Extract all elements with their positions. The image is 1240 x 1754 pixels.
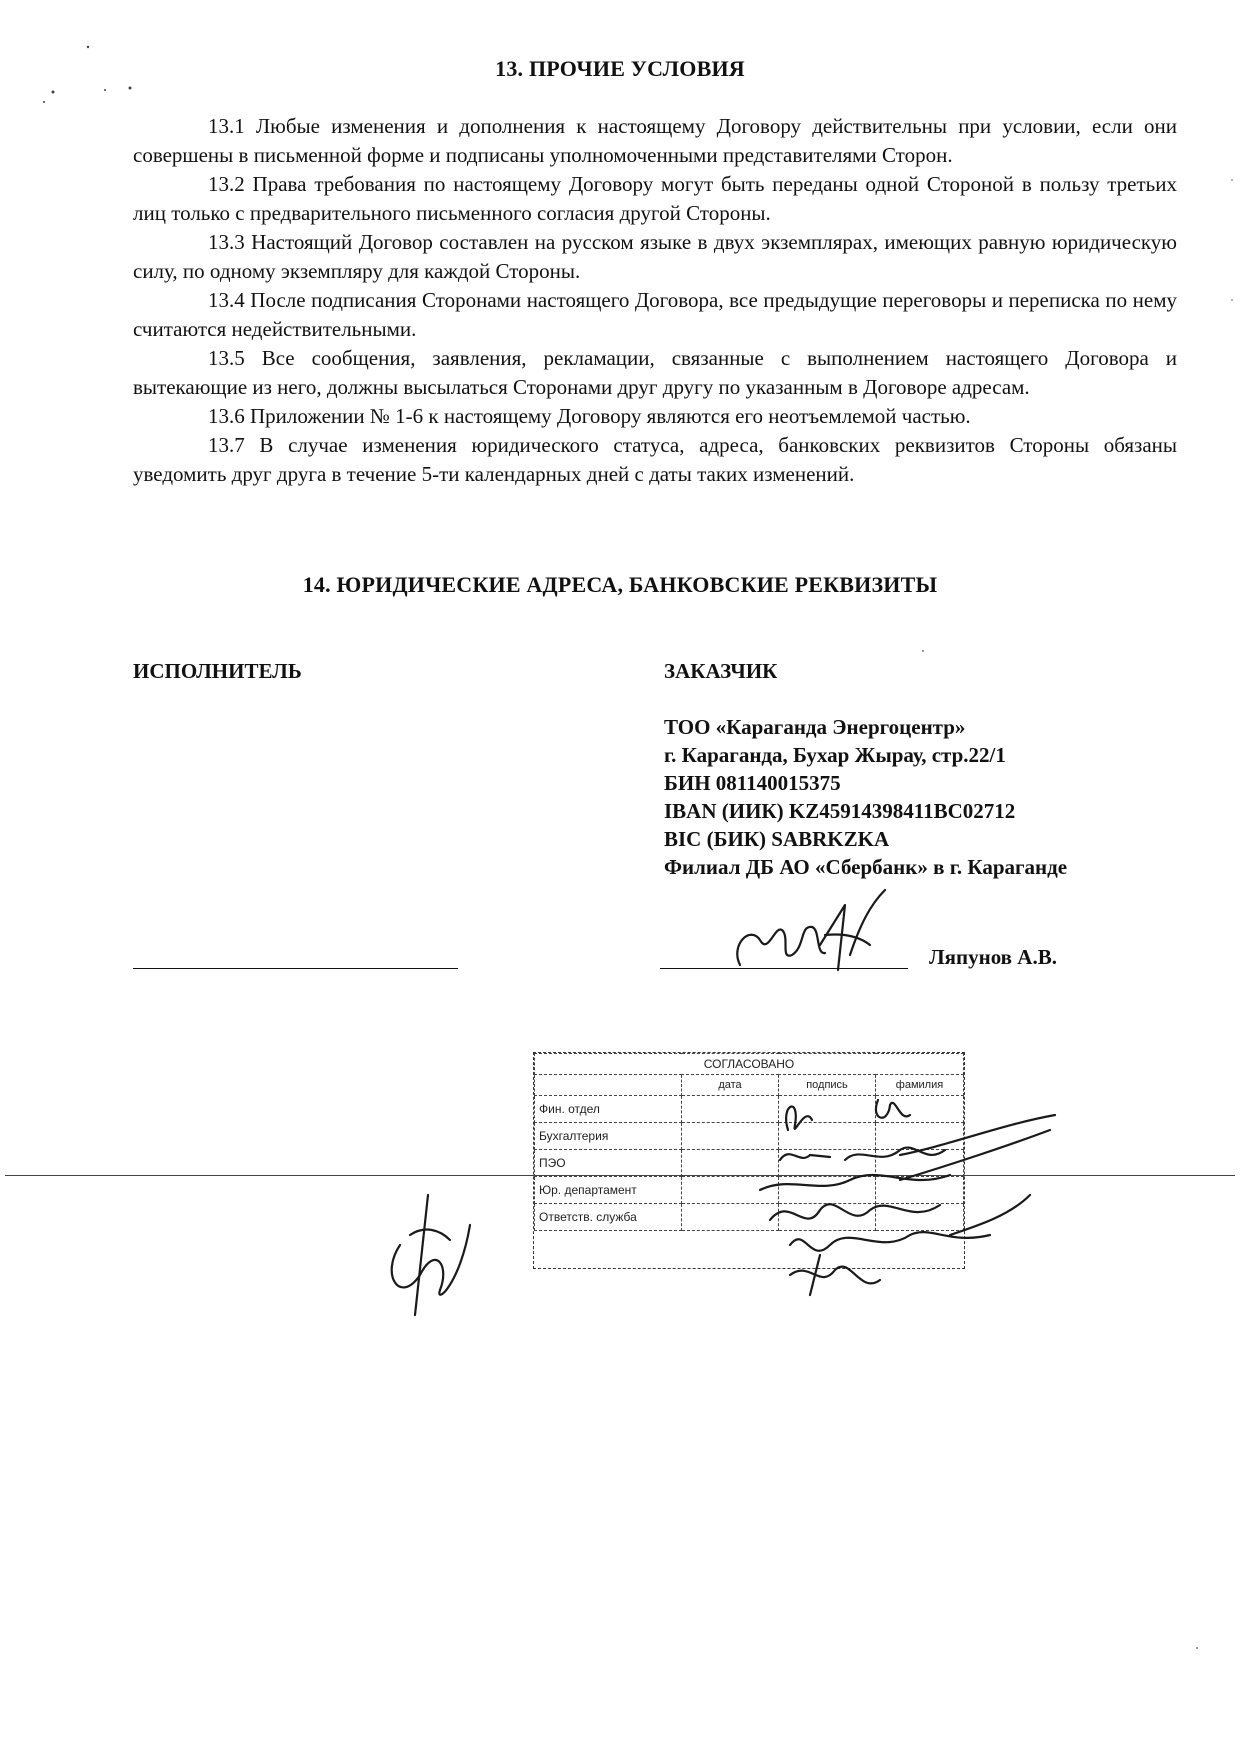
conditions-list — [133, 112, 1177, 489]
section-14-title: 14. ЮРИДИЧЕСКИЕ АДРЕСА, БАНКОВСКИЕ РЕКВИЗИТЫ — [302, 572, 938, 597]
customer-signature — [720, 885, 900, 980]
stamp-col-surname: фамилия — [876, 1075, 964, 1096]
condition-13-5: 13.5 Все сообщения, заявления, рекламации, связанные с выполнением настоящего Договора и вытекающие из него, должны высылаться Сторонами друг другу по указанным в Договоре адресам. — [133, 346, 1177, 399]
executor-label: ИСПОЛНИТЕЛЬ — [133, 659, 302, 683]
condition-13-1: 13.1 Любые изменения и дополнения к настоящему Договору действительны при условии, если они совершены в письменной форме и подписаны уполномоченными представителями Сторон. — [133, 114, 1177, 167]
stamp-col-date: дата — [682, 1075, 779, 1096]
customer-bic: BIC (БИК) SABRKZKA — [664, 827, 890, 851]
condition-13-7: 13.7 В случае изменения юридического статуса, адреса, банковских реквизитов Стороны обязаны уведомить друг друга в течение 5-ти календарных дней с даты таких изменений. — [133, 433, 1177, 486]
customer-iban: IBAN (ИИК) KZ45914398411BC02712 — [664, 799, 1016, 823]
stamp-title: СОГЛАСОВАНО — [535, 1054, 964, 1075]
stamp-row-responsible-service: Ответств. служба — [535, 1204, 682, 1231]
customer-label: ЗАКАЗЧИК — [664, 659, 778, 683]
executor-signature — [380, 1185, 480, 1325]
executor-signature-line — [133, 968, 458, 969]
customer-bank: Филиал ДБ АО «Сбербанк» в г. Караганде — [664, 855, 1068, 879]
condition-13-4: 13.4 После подписания Сторонами настоящего Договора, все предыдущие переговоры и переписка по нему считаются недействительными. — [133, 288, 1177, 341]
stamp-row-accounting: Бухгалтерия — [535, 1123, 682, 1150]
section-13-title: 13. ПРОЧИЕ УСЛОВИЯ — [495, 56, 745, 81]
stamp-col-signature: подпись — [779, 1075, 876, 1096]
customer-company: ТОО «Караганда Энергоцентр» — [664, 715, 966, 739]
stamp-col-blank — [535, 1075, 682, 1096]
customer-requisites — [664, 713, 1067, 881]
customer-signer-name: Ляпунов А.В. — [929, 945, 1057, 969]
stamp-row-fin-dept: Фин. отдел — [535, 1096, 682, 1123]
stamp-row-legal-dept: Юр. департамент — [535, 1177, 682, 1204]
stamp-row-peo: ПЭО — [535, 1150, 682, 1177]
condition-13-6: 13.6 Приложении № 1-6 к настоящему Договору являются его неотъемлемой частью. — [208, 404, 971, 428]
condition-13-2: 13.2 Права требования по настоящему Договору могут быть переданы одной Стороной в пользу третьих лиц только с предварительного письменного согласия другой Стороны. — [133, 172, 1177, 225]
customer-address: г. Караганда, Бухар Жырау, стр.22/1 — [664, 743, 1006, 767]
customer-bin: БИН 081140015375 — [664, 771, 841, 795]
stamp-handwritten-signatures — [750, 1085, 1070, 1310]
condition-13-3: 13.3 Настоящий Договор составлен на русском языке в двух экземплярах, имеющих равную юридическую силу, по одному экземпляру для каждой Стороны. — [133, 230, 1177, 283]
